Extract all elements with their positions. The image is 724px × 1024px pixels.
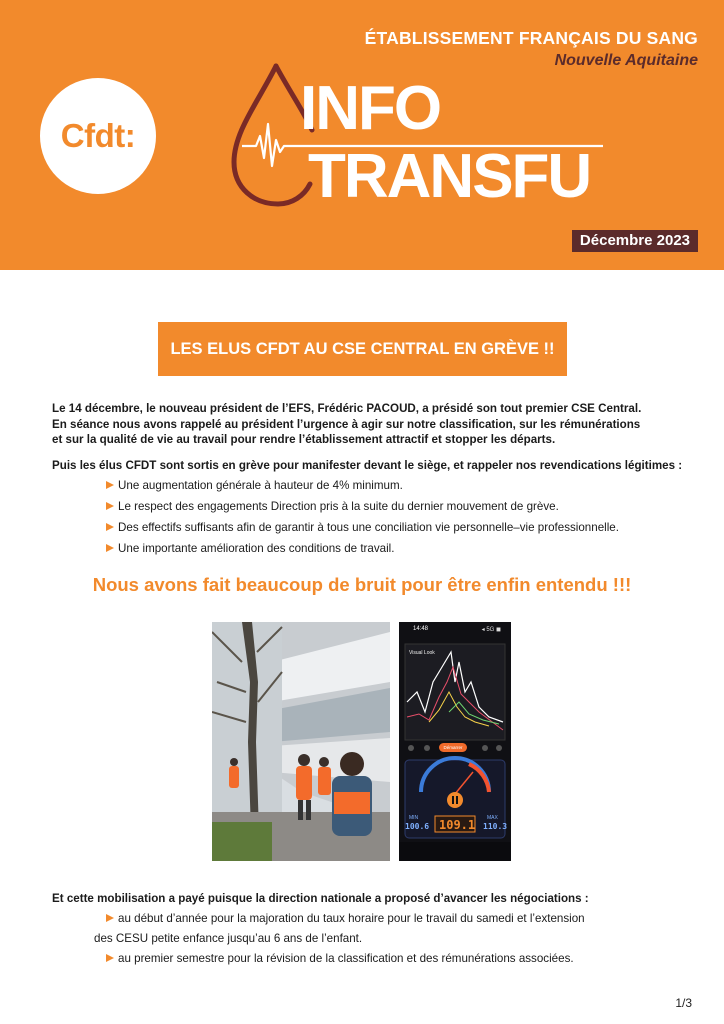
result-text: des CESU petite enfance jusqu’au 6 ans de l’enfant.: [94, 932, 363, 945]
strike-lead: Puis les élus CFDT sont sortis en grève pour manifester devant le siège, et rappeler nos revendications légitimes :: [52, 459, 683, 472]
arrow-triangle-icon: [106, 544, 114, 552]
current-value: 109.1: [439, 818, 476, 832]
min-value: 100.6: [405, 822, 430, 831]
demand-text: Une augmentation générale à hauteur de 4% minimum.: [118, 479, 403, 492]
intro-paragraph: [52, 401, 692, 448]
result-text: au premier semestre pour la révision de la classification et des rémunérations associées.: [118, 952, 574, 965]
demand-text: Une importante amélioration des conditions de travail.: [118, 542, 395, 555]
min-label: MIN: [409, 815, 419, 821]
list-item: [106, 478, 686, 493]
list-item: [106, 951, 686, 966]
intro-line: En séance nous avons rappelé au président l’urgence à agir sur notre classification, sur les rémunérations: [52, 417, 641, 431]
region-name: Nouvelle Aquitaine: [554, 52, 698, 69]
date-badge: Décembre 2023: [572, 230, 698, 252]
arrow-triangle-icon: [106, 523, 114, 531]
phone-status-icons: ◂ 5G ◼: [481, 627, 501, 633]
intro-line: Le 14 décembre, le nouveau président de l’EFS, Frédéric PACOUD, a présidé son tout premier CSE Central.: [52, 402, 642, 415]
arrow-triangle-icon: [106, 914, 114, 922]
demand-text: Des effectifs suffisants afin de garantir à tous une conciliation vie personnelle–vie professionnelle.: [118, 521, 619, 534]
page-number: 1/3: [675, 996, 692, 1010]
headline: Nous avons fait beaucoup de bruit pour être enfin entendu !!!: [92, 574, 632, 595]
phone-mode-label: Visual Look: [409, 650, 435, 656]
arrow-triangle-icon: [106, 954, 114, 962]
phone-time: 14:48: [413, 626, 429, 632]
organization-name: ÉTABLISSEMENT FRANÇAIS DU SANG: [364, 28, 698, 48]
protest-photo-illustration: [212, 622, 390, 861]
list-item: [106, 520, 686, 535]
cfdt-logo: [40, 78, 156, 194]
title-info: INFO: [300, 74, 441, 143]
max-value: 110.3: [483, 822, 508, 831]
start-button: Démarrer: [439, 743, 467, 752]
demand-text: Le respect des engagements Direction pris à la suite du dernier mouvement de grève.: [118, 500, 559, 513]
section-banner: LES ELUS CFDT AU CSE CENTRAL EN GRÈVE !!: [158, 322, 567, 376]
list-item-continuation: [94, 931, 686, 946]
list-item: [106, 911, 686, 926]
results-list: [94, 911, 686, 966]
result-text: au début d’année pour la majoration du taux horaire pour le travail du samedi et l’extension: [118, 912, 585, 925]
arrow-triangle-icon: [106, 502, 114, 510]
intro-line: et sur la qualité de vie au travail pour rendre l’établissement attractif et stopper les départs.: [52, 433, 556, 446]
demands-list: [106, 478, 686, 556]
protest-photo: [212, 622, 390, 861]
list-item: [106, 499, 686, 514]
cfdt-logo-text: Cfdt:: [60, 117, 136, 154]
arrow-triangle-icon: [106, 481, 114, 489]
results-lead: Et cette mobilisation a payé puisque la direction nationale a proposé d’avancer les négociations :: [52, 892, 589, 905]
list-item: [106, 541, 686, 556]
max-label: MAX: [487, 815, 498, 821]
title-transfu: TRANSFU: [308, 142, 591, 211]
sound-meter-screenshot: [399, 622, 511, 861]
header-banner: [0, 0, 724, 270]
